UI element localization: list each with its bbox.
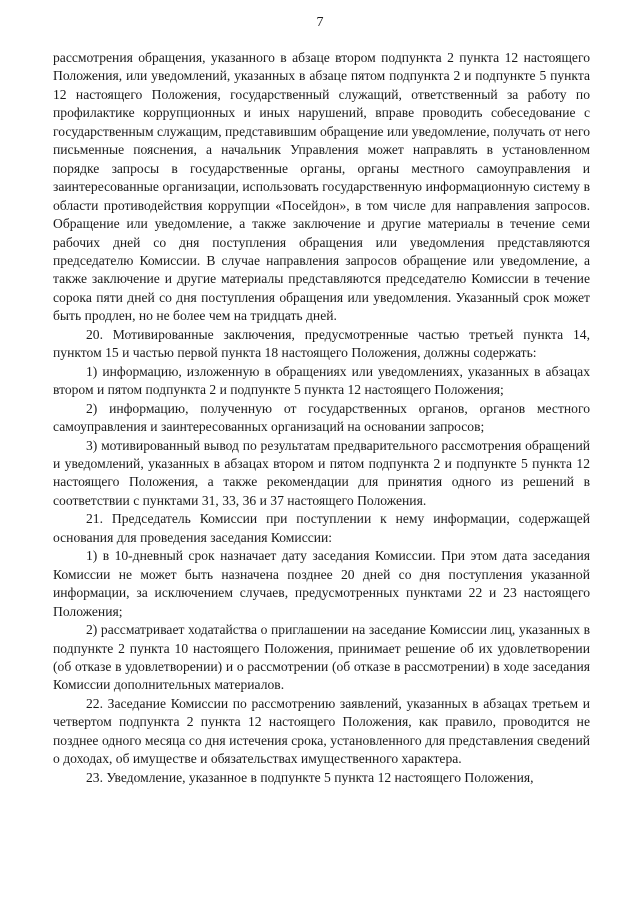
- paragraph-item-21-1: 1) в 10-дневный срок назначает дату заседания Комиссии. При этом дата заседания Комиссии не может быть назначена позднее 20 дней со дня поступления указанной информации, за исключением случаев, предусмотренных пунктами 22 и 23 настоящего Положения;: [53, 548, 590, 619]
- paragraph-continuation: рассмотрения обращения, указанного в абзаце втором подпункта 2 пункта 12 настоящего Положения, или уведомлений, указанных в абзаце пятом подпункта 2 и подпункте 5 пункта 12 настоящего Положения, государственный служащий, ответственный за работу по профилактике коррупционных и иных нарушений, вправе проводить собеседование с государственным служащим, представившим обращение или уведомление, получать от него письменные пояснения, а начальник Управления может направлять в установленном порядке запросы в государственные органы, органы местного самоуправления и заинтересованные организации, использовать государственную информационную систему в области противодействия коррупции «Посейдон», в том числе для направления запросов. Обращение или уведомление, а также заключение и другие материалы в течение семи рабочих дней со дня поступления обращения или уведомления представляются председателю Комиссии. В случае направления запросов обращение или уведомление, а также заключение и другие материалы представляются председателю Комиссии в течение сорока пяти дней со дня поступления обращения или уведомления. Указанный срок может быть продлен, но не более чем на тридцать дней.: [53, 50, 590, 324]
- paragraph-item-21-2: 2) рассматривает ходатайства о приглашении на заседание Комиссии лиц, указанных в подпункте 2 пункта 10 настоящего Положения, принимает решение об их удовлетворении (об отказе в удовлетворении) и о рассмотрении (об отказе в рассмотрении) в ходе заседания Комиссии дополнительных материалов.: [53, 622, 590, 693]
- paragraph-item-22: 22. Заседание Комиссии по рассмотрению заявлений, указанных в абзацах третьем и четвертом подпункта 2 пункта 12 настоящего Положения, как правило, проводится не позднее одного месяца со дня истечения срока, установленного для представления сведений о доходах, об имуществе и обязательствах имущественного характера.: [53, 695, 590, 767]
- paragraph-item-20-2: 2) информацию, полученную от государственных органов, органов местного самоуправления и заинтересованных организаций на основании запросов;: [53, 400, 590, 435]
- document-body: [53, 49, 590, 787]
- paragraph-item-23: 23. Уведомление, указанное в подпункте 5 пункта 12 настоящего Положения,: [86, 769, 534, 785]
- paragraph-item-20-3: 3) мотивированный вывод по результатам предварительного рассмотрения обращений и уведомлений, указанных в абзацах втором и пятом подпункта 2 и подпункте 5 пункта 12 настоящего Положения, а также рекомендации для принятия одного из решений в соответствии с пунктами 31, 33, 36 и 37 настоящего Положения.: [53, 437, 590, 508]
- paragraph-item-20: 20. Мотивированные заключения, предусмотренные частью третьей пункта 14, пунктом 15 и частью первой пункта 18 настоящего Положения, должны содержать:: [53, 326, 590, 361]
- paragraph-item-21: 21. Председатель Комиссии при поступлении к нему информации, содержащей основания для проведения заседания Комиссии:: [53, 511, 590, 545]
- paragraph-item-20-1: 1) информацию, изложенную в обращениях или уведомлениях, указанных в абзацах втором и пятом подпункта 2 и подпункте 5 пункта 12 настоящего Положения;: [53, 363, 590, 398]
- page-number: 7: [316, 15, 324, 30]
